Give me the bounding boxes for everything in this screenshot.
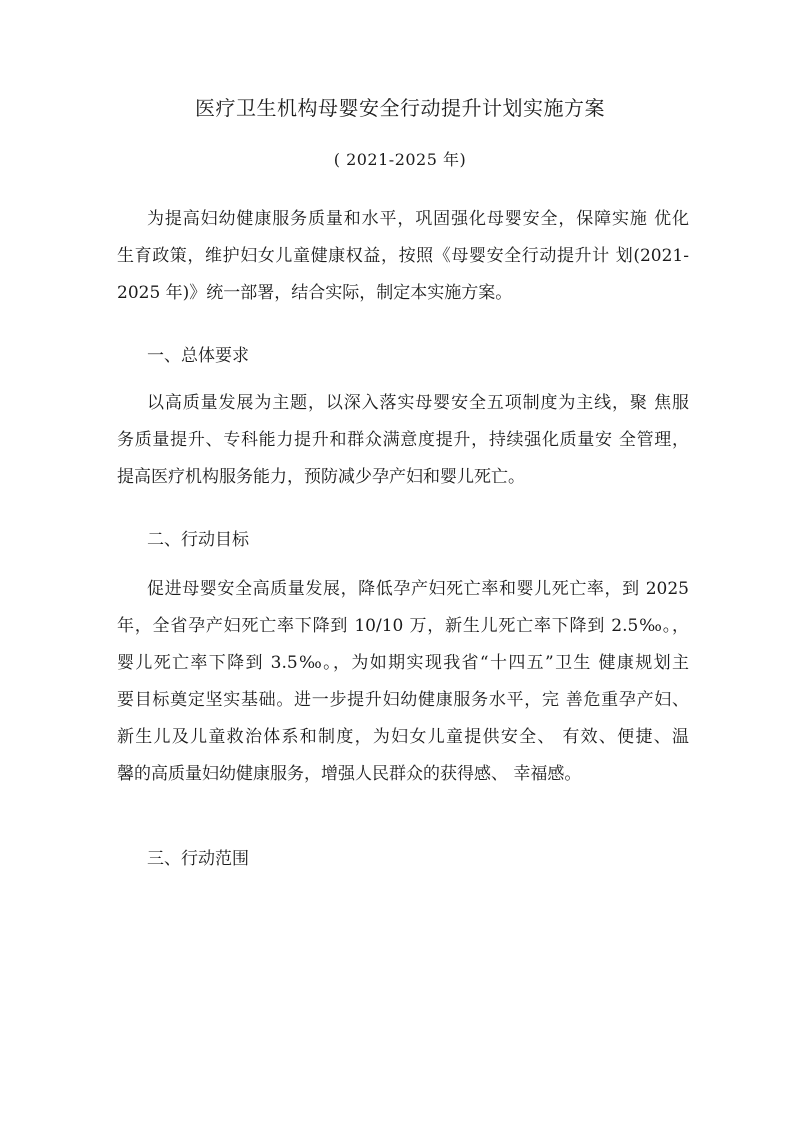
paragraph-line: 务质量提升、专科能力提升和群众满意度提升，持续强化质量安 全管理，	[117, 430, 689, 450]
paragraph-line: 促进母婴安全高质量发展，降低孕产妇死亡率和婴儿死亡率，到 2025	[147, 579, 689, 599]
paragraph-line: 生育政策，维护妇女儿童健康权益，按照《母婴安全行动提升计 划(2021-	[117, 246, 689, 266]
section-heading-action-scope: 三、行动范围	[147, 849, 249, 869]
paragraph-line: 以高质量发展为主题，以深入落实母婴安全五项制度为主线，聚 焦服	[147, 393, 689, 413]
action-goals-paragraph	[117, 571, 689, 793]
paragraph-line: 要目标奠定坚实基础。进一步提升妇幼健康服务水平，完 善危重孕产妇、	[117, 690, 689, 710]
section-heading-general-requirements: 一、总体要求	[147, 346, 249, 366]
paragraph-line: 提高医疗机构服务能力，预防减少孕产妇和婴儿死亡。	[117, 467, 525, 487]
document-title: 医疗卫生机构母婴安全行动提升计划实施方案	[195, 96, 605, 120]
intro-paragraph	[117, 201, 689, 312]
paragraph-line: 年，全省孕产妇死亡率下降到 10/10 万，新生儿死亡率下降到 2.5‰。，	[117, 616, 689, 636]
paragraph-line: 新生儿及儿童救治体系和制度，为妇女儿童提供安全、 有效、便捷、温	[117, 727, 689, 747]
document-subtitle: ( 2021-2025 年)	[333, 150, 467, 169]
general-requirements-paragraph	[117, 385, 689, 496]
paragraph-line: 婴儿死亡率下降到 3.5‰。，为如期实现我省“十四五”卫生 健康规划主	[117, 653, 689, 673]
paragraph-line: 馨的高质量妇幼健康服务，增强人民群众的获得感、 幸福感。	[117, 764, 582, 784]
paragraph-line: 为提高妇幼健康服务质量和水平，巩固强化母婴安全，保障实施 优化	[147, 209, 689, 229]
paragraph-line: 2025 年)》统一部署，结合实际，制定本实施方案。	[117, 283, 513, 303]
section-heading-action-goals: 二、行动目标	[147, 530, 249, 550]
